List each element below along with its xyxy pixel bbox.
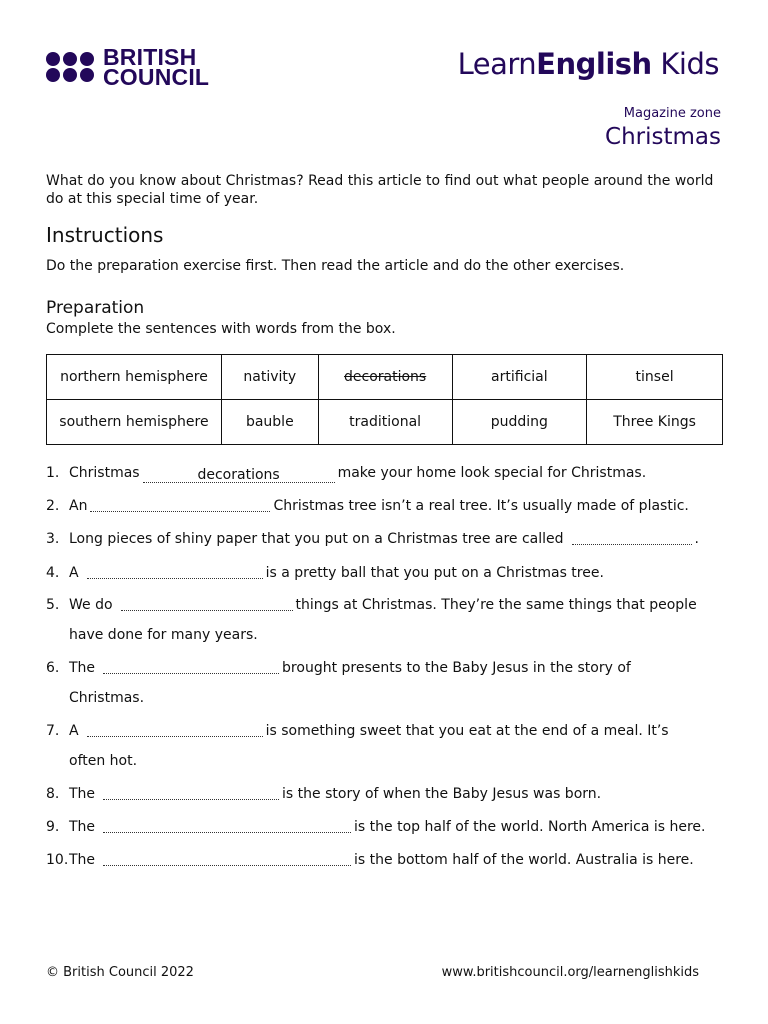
- question-continuation: have done for many years.: [69, 627, 258, 643]
- question-text-after: is a pretty ball that you put on a Christmas tree.: [265, 565, 604, 581]
- question-text-after: .: [694, 531, 699, 547]
- bc-line-1: BRITISH: [103, 44, 197, 70]
- question-6: [46, 653, 631, 706]
- footer-copyright: © British Council 2022: [46, 965, 194, 980]
- question-10: [46, 845, 694, 875]
- question-number: 5.: [46, 597, 60, 613]
- question-text-after: is the top half of the world. North America is here.: [354, 819, 706, 835]
- answer-gap[interactable]: [87, 721, 263, 737]
- question-number: 1.: [46, 465, 60, 481]
- answer-gap[interactable]: [121, 595, 293, 611]
- question-continuation: often hot.: [69, 753, 138, 769]
- question-4: [46, 558, 604, 588]
- question-2: [46, 491, 689, 521]
- answer-gap[interactable]: [90, 496, 270, 512]
- word-cell: southern hemisphere: [47, 400, 222, 445]
- question-text-before: A: [69, 723, 79, 739]
- lek-learn: Learn: [457, 47, 537, 81]
- question-5: [46, 590, 697, 643]
- question-number: 7.: [46, 723, 60, 739]
- question-number: 2.: [46, 498, 60, 514]
- instructions-text: Do the preparation exercise first. Then read the article and do the other exercises.: [46, 258, 625, 274]
- word-cell: tinsel: [587, 355, 723, 400]
- british-council-wordmark: [103, 44, 210, 90]
- instructions-heading: Instructions: [46, 223, 164, 247]
- word-box: [46, 354, 723, 445]
- question-text-before: We do: [69, 597, 113, 613]
- word-box-row: [47, 400, 723, 445]
- question-text-before: A: [69, 565, 79, 581]
- answer-gap[interactable]: [103, 850, 351, 866]
- question-text-after: brought presents to the Baby Jesus in the story of: [282, 660, 631, 676]
- question-8: [46, 779, 601, 809]
- question-text-after: Christmas tree isn’t a real tree. It’s usually made of plastic.: [273, 498, 689, 514]
- answer-gap[interactable]: [103, 784, 279, 800]
- word-cell: traditional: [318, 400, 452, 445]
- page-title: Christmas: [605, 124, 721, 150]
- question-text-before: Christmas: [69, 465, 140, 481]
- question-1: [46, 458, 646, 488]
- question-3: [46, 524, 699, 554]
- lek-english: English: [536, 47, 652, 81]
- question-9: [46, 812, 705, 842]
- answer-gap[interactable]: [103, 658, 279, 674]
- question-text-before: The: [69, 786, 96, 802]
- question-number: 4.: [46, 565, 60, 581]
- section-zone: Magazine zone: [623, 106, 721, 121]
- answer-gap[interactable]: [572, 529, 692, 545]
- question-7: [46, 716, 669, 769]
- question-number: 10.: [46, 852, 69, 868]
- word-cell: Three Kings: [587, 400, 723, 445]
- word-cell: artificial: [452, 355, 587, 400]
- answer-gap[interactable]: [103, 817, 351, 833]
- question-text-before: Long pieces of shiny paper that you put on a Christmas tree are called: [69, 531, 564, 547]
- bc-line-2: COUNCIL: [103, 64, 210, 90]
- word-cell: pudding: [452, 400, 587, 445]
- used-word: decorations: [344, 369, 427, 385]
- word-cell: bauble: [221, 400, 318, 445]
- word-cell: northern hemisphere: [47, 355, 222, 400]
- word-box-row: [47, 355, 723, 400]
- learnenglish-kids-logo: [458, 47, 719, 81]
- question-text-after: is the story of when the Baby Jesus was born.: [282, 786, 602, 802]
- question-text-before: The: [69, 819, 96, 835]
- question-number: 8.: [46, 786, 60, 802]
- question-continuation: Christmas.: [69, 690, 145, 706]
- preparation-text: Complete the sentences with words from the box.: [46, 321, 396, 337]
- answer-gap[interactable]: [87, 563, 263, 579]
- word-cell: [318, 355, 452, 400]
- question-text-after: is something sweet that you eat at the end of a meal. It’s: [265, 723, 669, 739]
- question-text-after: make your home look special for Christmas.: [337, 465, 647, 481]
- intro-text: What do you know about Christmas? Read this article to find out what people around the world do at this special time of year.: [46, 173, 714, 207]
- lek-kids: Kids: [651, 47, 719, 81]
- question-text-after: is the bottom half of the world. Australia is here.: [354, 852, 694, 868]
- question-number: 9.: [46, 819, 60, 835]
- word-cell: nativity: [221, 355, 318, 400]
- british-council-dots-icon: [46, 52, 94, 82]
- footer-url[interactable]: www.britishcouncil.org/learnenglishkids: [441, 965, 699, 980]
- question-text-after: things at Christmas. They’re the same things that people: [295, 597, 697, 613]
- preparation-heading: Preparation: [46, 298, 145, 318]
- answer-gap[interactable]: decorations: [143, 467, 335, 483]
- question-text-before: An: [69, 498, 88, 514]
- question-text-before: The: [69, 852, 96, 868]
- question-number: 6.: [46, 660, 60, 676]
- british-council-logo: [46, 44, 209, 90]
- question-text-before: The: [69, 660, 96, 676]
- question-number: 3.: [46, 531, 60, 547]
